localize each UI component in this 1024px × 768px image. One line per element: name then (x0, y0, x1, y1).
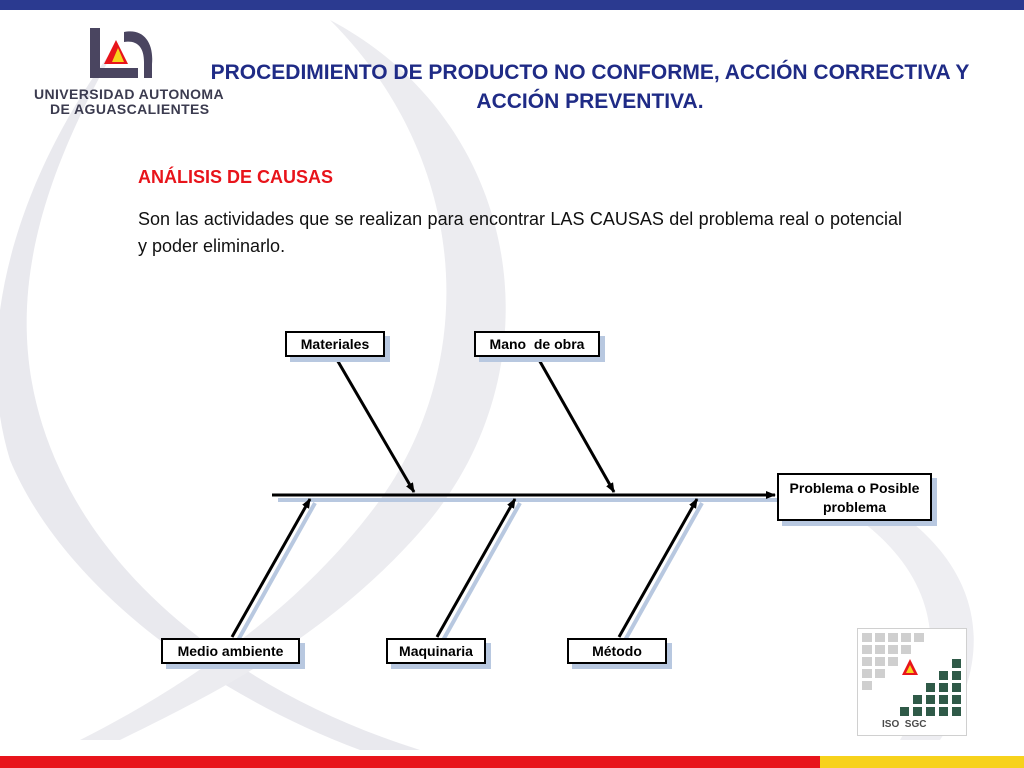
cause-box-maquinaria: Maquinaria (386, 638, 486, 664)
bone-shadow-maquinaria (442, 503, 520, 642)
bone-materiales (336, 358, 414, 492)
bone-shadow-medio-ambiente (237, 503, 315, 642)
section-title: ANÁLISIS DE CAUSAS (138, 167, 334, 187)
bone-maquinaria (437, 499, 515, 637)
cause-box-mano-de-obra: Mano de obra (474, 331, 600, 357)
cause-box-medio-ambiente: Medio ambiente (161, 638, 300, 664)
bottom-band-red (0, 756, 820, 768)
page-title: PROCEDIMIENTO DE PRODUCTO NO CONFORME, ACCIÓN CORRECTIVA Y ACCIÓN PREVENTIVA. (210, 61, 970, 113)
bottom-band-yellow (820, 756, 1024, 768)
iso-sgc-label: ISO SGC (882, 719, 927, 730)
cause-box-metodo: Método (567, 638, 667, 664)
bone-mano-obra (538, 358, 614, 492)
cause-box-materiales: Materiales (285, 331, 385, 357)
bone-metodo (619, 499, 697, 637)
bottom-band (0, 756, 1024, 768)
bone-medio-ambiente (232, 499, 310, 637)
logo-text-line1: UNIVERSIDAD AUTONOMA (34, 86, 225, 102)
bone-shadow-metodo (624, 503, 702, 642)
section-description: Son las actividades que se realizan para encontrar LAS CAUSAS del problema real o potencial y poder eliminarlo. (138, 209, 902, 256)
effect-box-problema: Problema o Posible problema (777, 473, 932, 521)
logo-text-line2: DE AGUASCALIENTES (50, 101, 210, 117)
